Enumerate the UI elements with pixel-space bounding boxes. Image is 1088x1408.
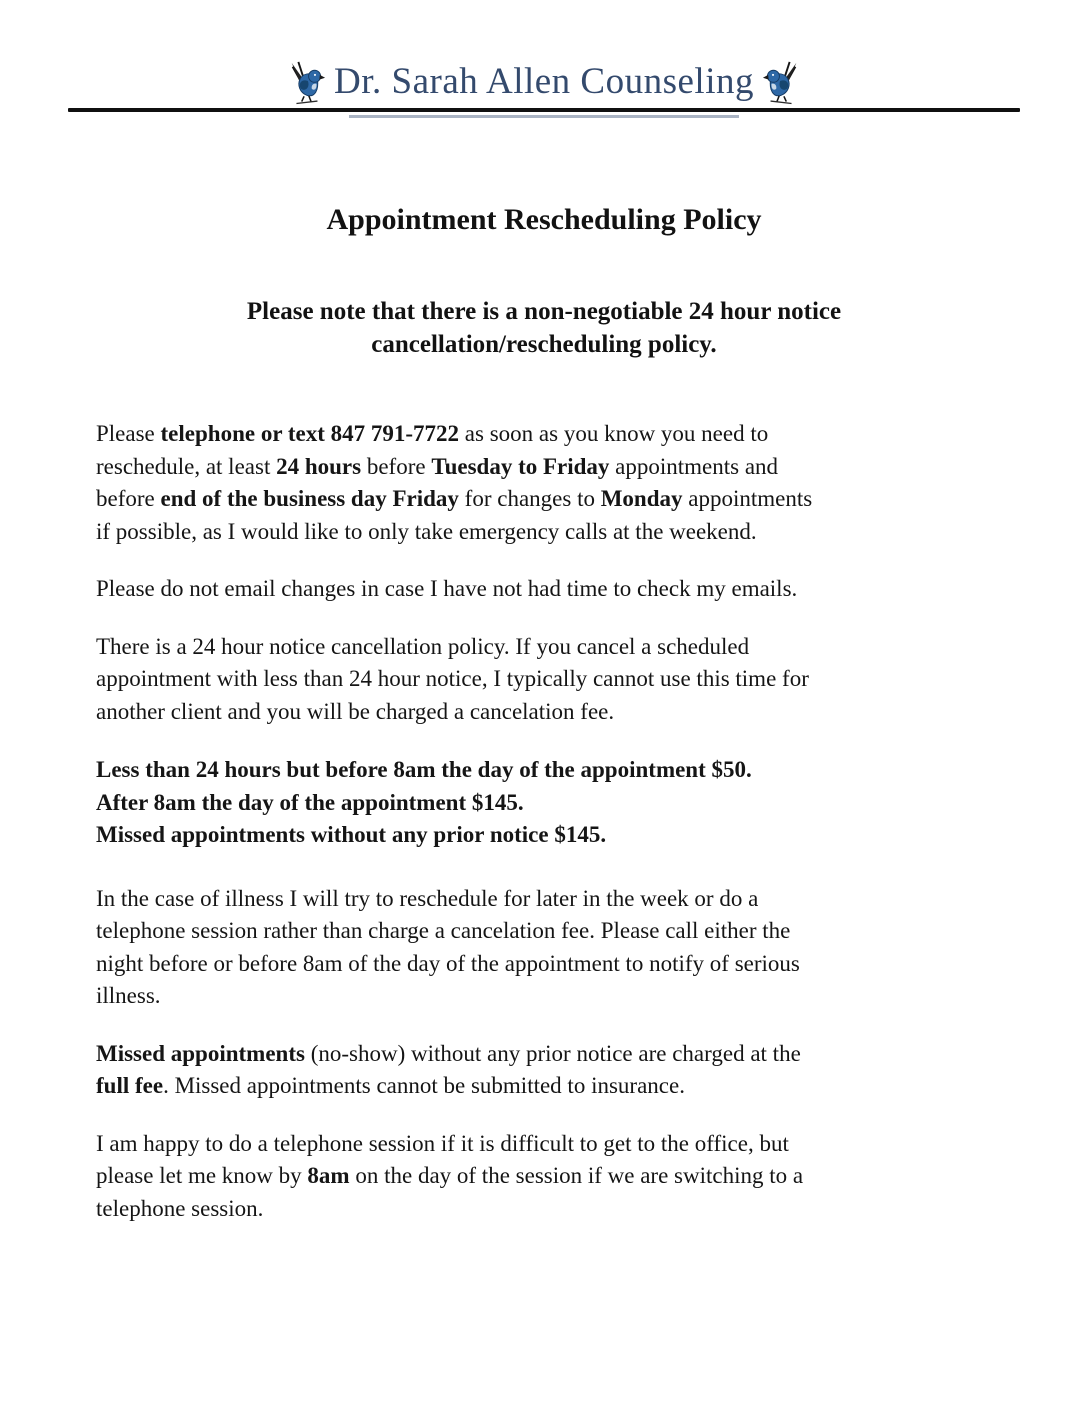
bluebird-icon [285,58,327,106]
policy-body [96,418,996,1225]
page-title: Appointment Rescheduling Policy [326,203,762,236]
paragraph-illness: In the case of illness I will try to reschedule for later in the week or do a telephone session rather than charge a cancelation fee. Please call either the night before or before 8am of the day of the appointment to notify of serious illness. [96,885,800,1008]
letterhead [0,0,1088,118]
paragraph-contact: Please telephone or text 847 791-7722 as soon as you know you need to reschedule, at least 24 hours before Tuesday to Friday appointments and before end of the business day Friday for changes to Monday appointments if possible, as I would like to only take emergency calls at the weekend. [96,421,813,544]
header-rule [68,108,1020,112]
paragraph-telephone-session: I am happy to do a telephone session if it is difficult to get to the office, but please let me know by 8am on the day of the session if we are switching to a telephone session. [96,1130,804,1221]
brand-row [0,58,1088,106]
bluebird-icon [761,58,803,106]
header-rule-shadow [349,115,739,118]
brand-name: Dr. Sarah Allen Counseling [334,60,754,102]
paragraph-no-email: Please do not email changes in case I have not had time to check my emails. [96,576,798,601]
paragraph-cancellation-policy: There is a 24 hour notice cancellation policy. If you cancel a scheduled appointment with less than 24 hour notice, I typically cannot use this time for another client and you will be charged a cancelation fee. [96,633,809,724]
paragraph-fee-schedule: Less than 24 hours but before 8am the day of the appointment $50. After 8am the day of the appointment $145. Missed appointments without any prior notice $145. [96,757,752,847]
paragraph-missed-appointments: Missed appointments (no-show) without any prior notice are charged at the full fee. Missed appointments cannot be submitted to insurance. [96,1040,801,1098]
policy-content [0,202,1088,1225]
policy-notice: Please note that there is a non-negotiable 24 hour notice cancellation/rescheduling policy. [246,298,842,358]
